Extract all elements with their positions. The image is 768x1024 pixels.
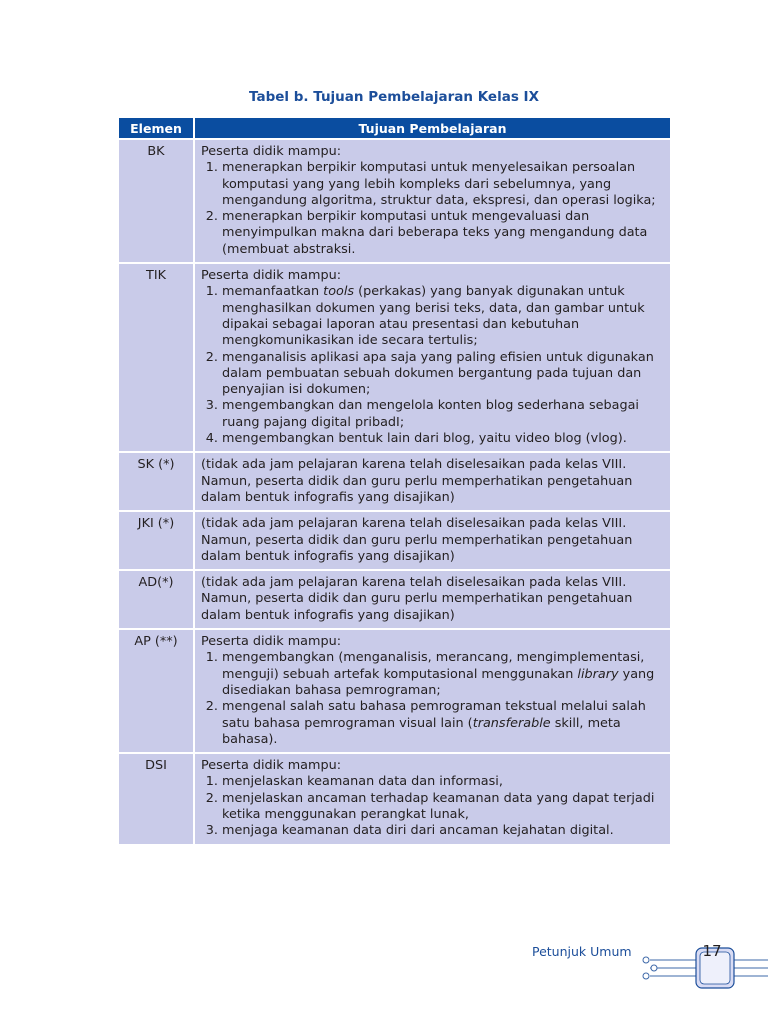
table-row <box>119 139 670 263</box>
list-item <box>222 699 668 748</box>
tujuan-cell <box>194 629 670 753</box>
tujuan-cell <box>194 139 670 263</box>
objective-intro: Peserta didik mampu: <box>201 268 342 284</box>
text-segment: (perkakas) yang banyak digunakan untuk menghasilkan dokumen yang berisi teks, data, dan gambar untuk dipakai sebagai laporan atau presentasi dan kebutuhan mengkomunikasikan ide secara tertulis; <box>222 284 645 349</box>
list-item: 2. menganalisis aplikasi apa saja yang paling efisien untuk digunakan dalam pembuatan sebuah dokumen bergantung pada tujuan dan penyajian isi dokumen; <box>222 350 668 399</box>
header-elemen: Elemen <box>119 118 194 139</box>
objective-text: (tidak ada jam pelajaran karena telah diselesaikan pada kelas VIII. Namun, peserta didik dan guru perlu memperhatikan pengetahuan dalam bentuk infografis yang disajikan) <box>201 457 633 505</box>
list-item: 2. menerapkan berpikir komputasi untuk mengevaluasi dan menyimpulkan makna dari beberapa teks yang mengandung data (membuat abstraksi. <box>222 209 668 258</box>
objective-text: (tidak ada jam pelajaran karena telah diselesaikan pada kelas VIII. Namun, peserta didik dan guru perlu memperhatikan pengetahuan dalam bentuk infografis yang disajikan) <box>201 575 633 623</box>
elemen-cell: AP (**) <box>119 629 194 753</box>
table-header-row <box>119 118 670 139</box>
list-item: 3. menjaga keamanan data diri dari ancaman kejahatan digital. <box>222 823 668 839</box>
list-item: 4. mengembangkan bentuk lain dari blog, yaitu video blog (vlog). <box>222 431 668 447</box>
elemen-cell: JKI (*) <box>119 511 194 570</box>
objective-text: (tidak ada jam pelajaran karena telah diselesaikan pada kelas VIII. Namun, peserta didik dan guru perlu memperhatikan pengetahuan dalam bentuk infografis yang disajikan) <box>201 516 633 564</box>
objective-intro: Peserta didik mampu: <box>201 144 342 159</box>
elemen-cell: AD(*) <box>119 570 194 629</box>
text-segment: yang disediakan bahasa pemrograman; <box>222 666 655 698</box>
objective-list <box>201 160 668 258</box>
list-item: 1. menjelaskan keamanan data dan informasi, <box>222 774 668 790</box>
italic-term: transferable <box>472 715 551 731</box>
list-item: 1. menerapkan berpikir komputasi untuk menyelesaikan persoalan komputasi yang yang lebih kompleks dari sebelumnya, yang mengandung algoritma, struktur data, ekspresi, dan operasi logika; <box>222 160 668 209</box>
table-row <box>119 629 670 753</box>
page-number: 17 <box>702 942 722 960</box>
italic-term: tools <box>323 284 355 300</box>
elemen-cell: SK (*) <box>119 452 194 511</box>
objective-list <box>201 650 668 748</box>
footer-label: Petunjuk Umum <box>532 944 632 959</box>
list-item <box>222 284 668 349</box>
objective-list <box>201 774 668 839</box>
elemen-cell: BK <box>119 139 194 263</box>
tujuan-cell <box>194 511 670 570</box>
tujuan-cell <box>194 263 670 452</box>
text-segment: mengenal salah satu bahasa pemrograman tekstual melalui salah satu bahasa pemrograman visual lain ( <box>222 699 646 731</box>
text-segment: skill, meta bahasa). <box>222 715 621 747</box>
text-segment: mengembangkan (menganalisis, merancang, mengimplementasi, menguji) sebuah artefak komputasional menggunakan <box>222 650 645 682</box>
tujuan-cell <box>194 753 670 843</box>
objective-intro: Peserta didik mampu: <box>201 758 342 774</box>
list-item: 3. mengembangkan dan mengelola konten blog sederhana sebagai ruang pajang digital pribadI; <box>222 398 668 431</box>
table-row <box>119 753 670 843</box>
list-item: 2. menjelaskan ancaman terhadap keamanan data yang dapat terjadi ketika menggunakan perangkat lunak, <box>222 791 668 824</box>
tujuan-cell <box>194 570 670 629</box>
text-segment: memanfaatkan <box>222 284 324 300</box>
table-caption: Tabel b. Tujuan Pembelajaran Kelas IX <box>249 89 539 105</box>
table-row <box>119 263 670 452</box>
table-row <box>119 511 670 570</box>
header-tujuan: Tujuan Pembelajaran <box>194 118 670 139</box>
learning-objectives-table <box>119 118 670 844</box>
tujuan-cell <box>194 452 670 511</box>
table-row <box>119 570 670 629</box>
table-row <box>119 452 670 511</box>
italic-term: library <box>577 666 619 682</box>
elemen-cell: TIK <box>119 263 194 452</box>
list-item <box>222 650 668 699</box>
objective-list <box>201 284 668 447</box>
elemen-cell: DSI <box>119 753 194 843</box>
objective-intro: Peserta didik mampu: <box>201 634 342 650</box>
